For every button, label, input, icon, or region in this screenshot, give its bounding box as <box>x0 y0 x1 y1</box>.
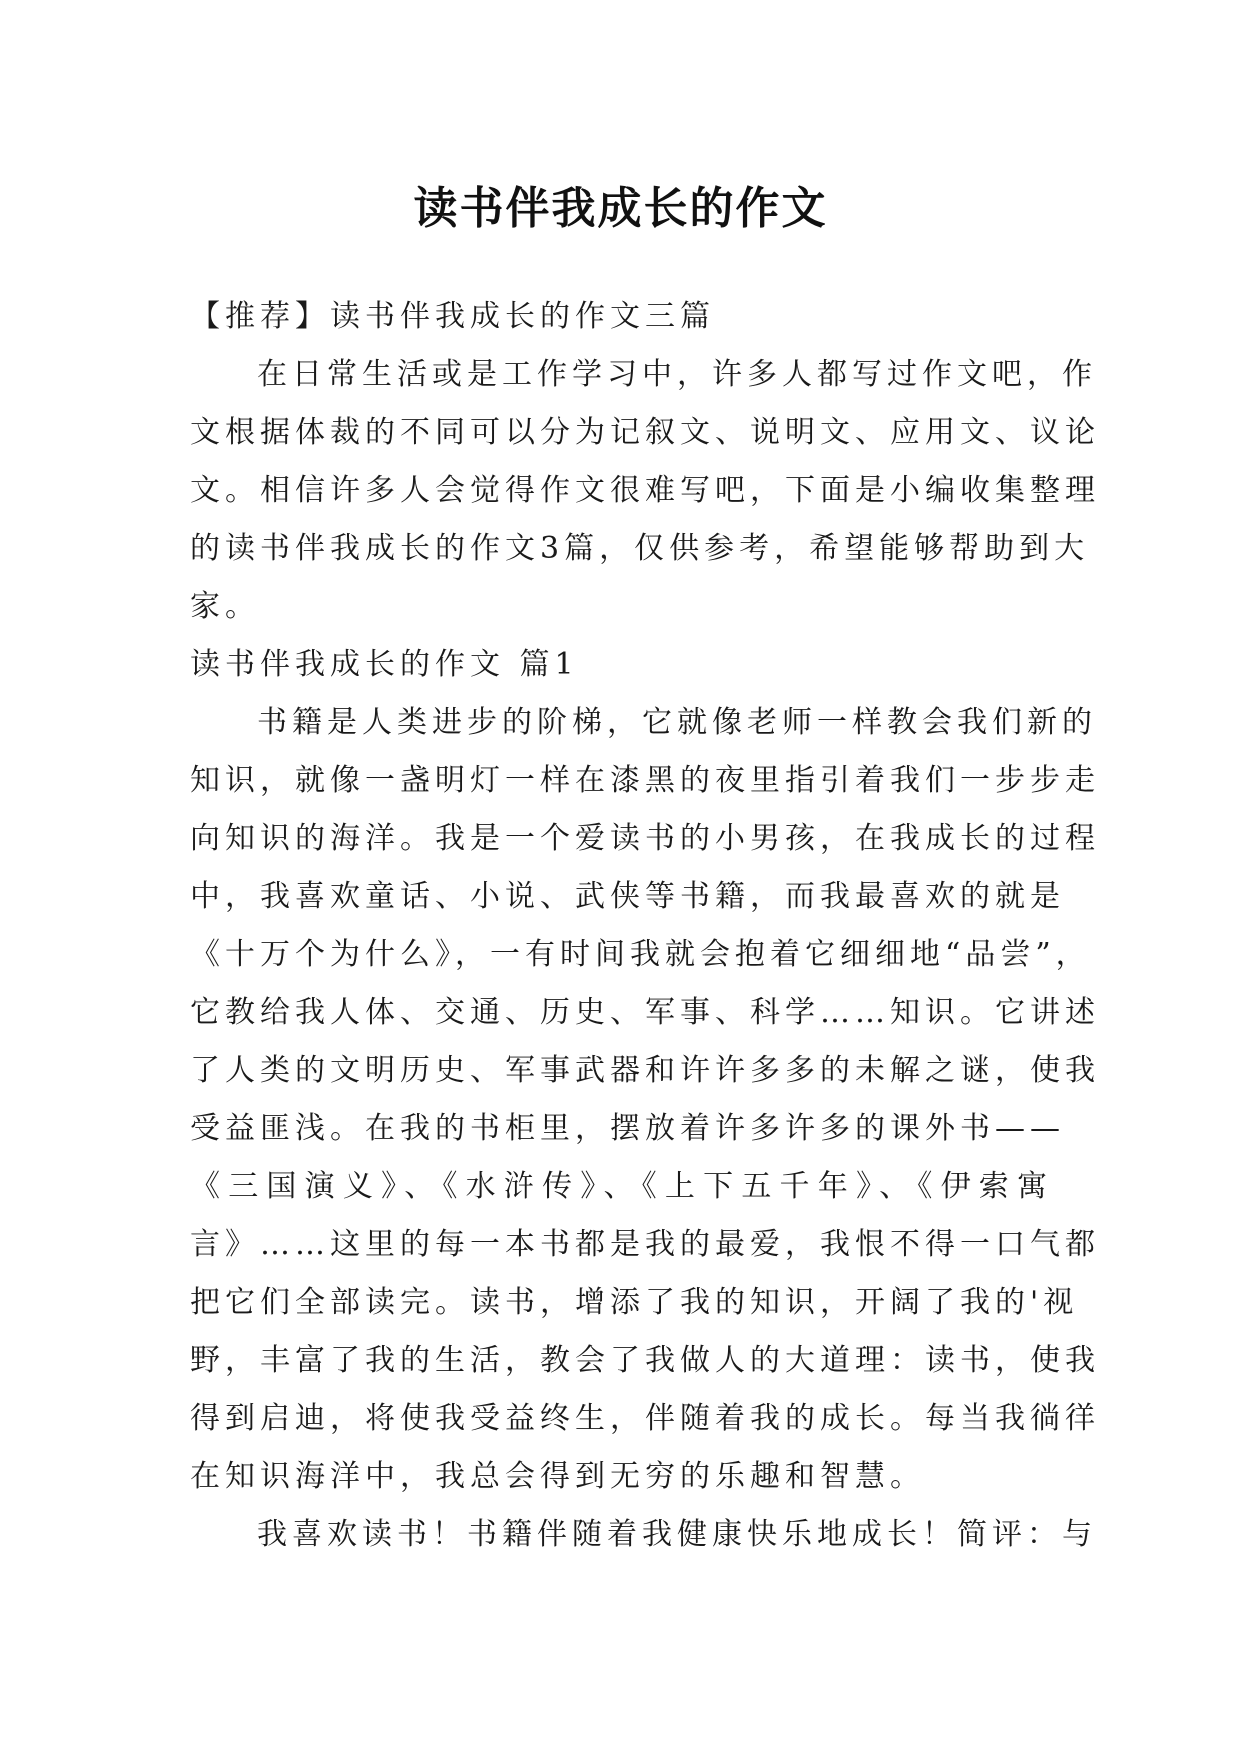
essay-line-14: 在知识海洋中，我总会得到无穷的乐趣和智慧。 <box>190 1459 925 1494</box>
essay-line-2: 知识，就像一盏明灯一样在漆黑的夜里指引着我们一步步走 <box>190 763 1100 798</box>
essay-line-6: 它教给我人体、交通、历史、军事、科学……知识。它讲述 <box>190 995 1100 1030</box>
intro-line-2: 文根据体裁的不同可以分为记叙文、说明文、应用文、议论 <box>190 415 1100 450</box>
essay-line-7: 了人类的文明历史、军事武器和许许多多的未解之谜，使我 <box>190 1053 1100 1088</box>
document-body <box>190 288 1100 1564</box>
intro-line-1: 在日常生活或是工作学习中，许多人都写过作文吧，作 <box>257 357 1097 392</box>
essay-line-8: 受益匪浅。在我的书柜里，摆放着许多许多的课外书—— <box>190 1111 1065 1146</box>
essay-line-4: 中，我喜欢童话、小说、武侠等书籍，而我最喜欢的就是 <box>190 879 1065 914</box>
intro-line-3: 文。相信许多人会觉得作文很难写吧，下面是小编收集整理 <box>190 473 1100 508</box>
essay-line-5: 《十万个为什么》，一有时间我就会抱着它细细地“品尝”， <box>190 937 1091 972</box>
essay-line-1: 书籍是人类进步的阶梯，它就像老师一样教会我们新的 <box>257 705 1097 740</box>
essay-line-11: 把它们全部读完。读书，增添了我的知识，开阔了我的'视 <box>190 1285 1079 1320</box>
subtitle-line: 【推荐】读书伴我成长的作文三篇 <box>190 299 715 334</box>
essay-line-3: 向知识的海洋。我是一个爱读书的小男孩，在我成长的过程 <box>190 821 1100 856</box>
intro-line-5: 家。 <box>190 589 260 624</box>
essay-line-9: 《三国演义》、《水浒传》、《上下五千年》、《伊索寓 <box>190 1169 1052 1204</box>
essay-line-10: 言》……这里的每一本书都是我的最爱，我恨不得一口气都 <box>190 1227 1100 1262</box>
document-title: 读书伴我成长的作文 <box>413 183 828 235</box>
essay-line-13: 得到启迪，将使我受益终生，伴随着我的成长。每当我徜徉 <box>190 1401 1100 1436</box>
intro-line-4: 的读书伴我成长的作文3篇，仅供参考，希望能够帮助到大 <box>190 531 1090 566</box>
essay-line-12: 野，丰富了我的生活，教会了我做人的大道理：读书，使我 <box>190 1343 1100 1378</box>
section-heading-1: 读书伴我成长的作文 篇1 <box>190 647 579 682</box>
essay-line-15: 我喜欢读书！书籍伴随着我健康快乐地成长！简评：与 <box>257 1517 1097 1552</box>
